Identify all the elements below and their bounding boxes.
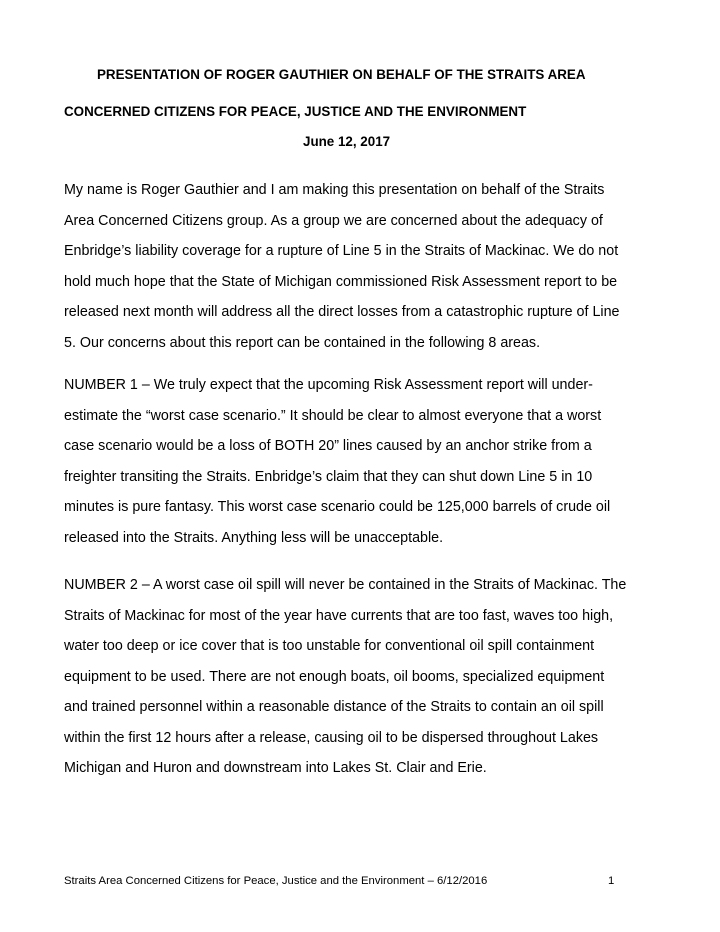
paragraph-number-1: [64, 370, 664, 553]
paragraph-line: released into the Straits. Anything less will be unacceptable.: [64, 529, 444, 546]
title-line-2: CONCERNED CITIZENS FOR PEACE, JUSTICE AND THE ENVIRONMENT: [64, 104, 527, 119]
paragraph-line: minutes is pure fantasy. This worst case scenario could be 125,000 barrels of crude oil: [64, 499, 611, 515]
paragraph-line: 5. Our concerns about this report can be contained in the following 8 areas.: [64, 334, 541, 351]
paragraph-line: NUMBER 1 – We truly expect that the upcoming Risk Assessment report will under-: [64, 377, 593, 393]
paragraph-line: equipment to be used. There are not enough boats, oil booms, specialized equipment: [64, 668, 605, 685]
title-line-1: PRESENTATION OF ROGER GAUTHIER ON BEHALF OF THE STRAITS AREA: [97, 67, 586, 82]
paragraph-line: within the first 12 hours after a release, causing oil to be dispersed throughout Lakes: [64, 729, 599, 746]
paragraph-line: Michigan and Huron and downstream into Lakes St. Clair and Erie.: [64, 760, 487, 776]
paragraph-number-2: [64, 570, 664, 784]
paragraph-line: My name is Roger Gauthier and I am making this presentation on behalf of the Straits: [64, 182, 605, 198]
paragraph-line: estimate the “worst case scenario.” It should be clear to almost everyone that a worst: [64, 407, 602, 424]
paragraph-line: Area Concerned Citizens group. As a group we are concerned about the adequacy of: [64, 212, 603, 229]
paragraph-line: Enbridge’s liability coverage for a rupture of Line 5 in the Straits of Mackinac. We do not: [64, 243, 619, 259]
paragraph-line: freighter transiting the Straits. Enbridge’s claim that they can shut down Line 5 in 10: [64, 468, 593, 485]
footer-text: Straits Area Concerned Citizens for Peace, Justice and the Environment – 6/12/2016: [64, 875, 488, 887]
paragraph-intro: [64, 175, 664, 358]
page-number: 1: [608, 875, 615, 887]
paragraph-line: NUMBER 2 – A worst case oil spill will never be contained in the Straits of Mackinac. The: [64, 577, 627, 593]
paragraph-line: case scenario would be a loss of BOTH 20” lines caused by an anchor strike from a: [64, 438, 592, 454]
paragraph-line: released next month will address all the direct losses from a catastrophic rupture of Line: [64, 304, 620, 320]
presentation-date: June 12, 2017: [303, 134, 391, 149]
paragraph-line: water too deep or ice cover that is too unstable for conventional oil spill containment: [64, 638, 595, 654]
paragraph-line: and trained personnel within a reasonable distance of the Straits to contain an oil spill: [64, 699, 604, 715]
paragraph-line: hold much hope that the State of Michigan commissioned Risk Assessment report to be: [64, 273, 618, 290]
paragraph-line: Straits of Mackinac for most of the year have currents that are too fast, waves too high,: [64, 607, 614, 624]
